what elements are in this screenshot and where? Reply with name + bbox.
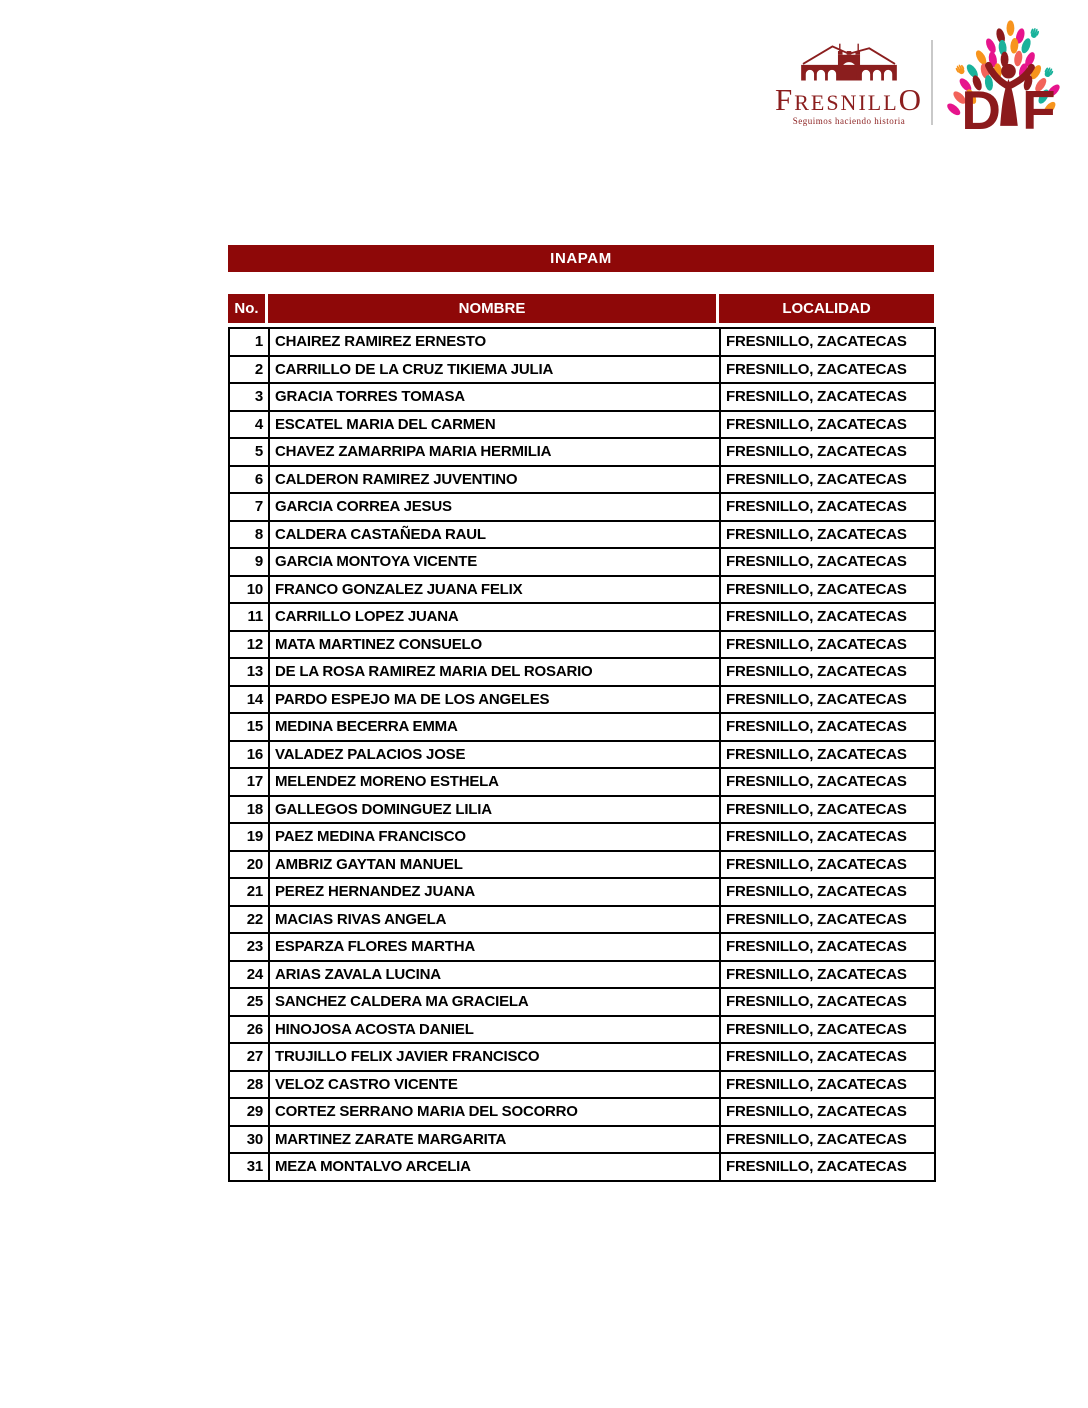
fresnillo-wordmark <box>768 82 930 117</box>
cell-localidad: FRESNILLO, ZACATECAS <box>720 1016 935 1044</box>
cell-nombre: MATA MARTINEZ CONSUELO <box>269 631 720 659</box>
cell-localidad: FRESNILLO, ZACATECAS <box>720 411 935 439</box>
cell-no: 24 <box>229 961 269 989</box>
table-data <box>228 327 936 1182</box>
cell-nombre: ARIAS ZAVALA LUCINA <box>269 961 720 989</box>
cell-nombre: MELENDEZ MORENO ESTHELA <box>269 768 720 796</box>
cell-no: 12 <box>229 631 269 659</box>
cell-localidad: FRESNILLO, ZACATECAS <box>720 493 935 521</box>
cell-localidad: FRESNILLO, ZACATECAS <box>720 961 935 989</box>
cell-no: 2 <box>229 356 269 384</box>
cell-localidad: FRESNILLO, ZACATECAS <box>720 741 935 769</box>
table-row <box>229 851 935 879</box>
cell-localidad: FRESNILLO, ZACATECAS <box>720 933 935 961</box>
cell-localidad: FRESNILLO, ZACATECAS <box>720 631 935 659</box>
logo-header <box>760 15 1080 145</box>
table-row <box>229 438 935 466</box>
column-header-nombre: NOMBRE <box>268 294 719 323</box>
table-row <box>229 768 935 796</box>
dif-hand-icon <box>954 63 966 76</box>
cell-localidad: FRESNILLO, ZACATECAS <box>720 988 935 1016</box>
cell-localidad: FRESNILLO, ZACATECAS <box>720 878 935 906</box>
cell-nombre: GRACIA TORRES TOMASA <box>269 383 720 411</box>
cell-nombre: ESCATEL MARIA DEL CARMEN <box>269 411 720 439</box>
cell-no: 5 <box>229 438 269 466</box>
cell-no: 21 <box>229 878 269 906</box>
cell-nombre: MARTINEZ ZARATE MARGARITA <box>269 1126 720 1154</box>
table-row <box>229 356 935 384</box>
cell-localidad: FRESNILLO, ZACATECAS <box>720 603 935 631</box>
cell-no: 8 <box>229 521 269 549</box>
cell-nombre: PEREZ HERNANDEZ JUANA <box>269 878 720 906</box>
cell-localidad: FRESNILLO, ZACATECAS <box>720 906 935 934</box>
dif-hand-icon <box>1043 66 1055 79</box>
cell-localidad: FRESNILLO, ZACATECAS <box>720 796 935 824</box>
table-row <box>229 1126 935 1154</box>
inapam-table <box>228 294 934 1182</box>
cell-nombre: PAEZ MEDINA FRANCISCO <box>269 823 720 851</box>
table-row <box>229 576 935 604</box>
cell-localidad: FRESNILLO, ZACATECAS <box>720 521 935 549</box>
table-row <box>229 328 935 356</box>
cell-nombre: ESPARZA FLORES MARTHA <box>269 933 720 961</box>
cell-nombre: MEDINA BECERRA EMMA <box>269 713 720 741</box>
fresnillo-tagline: Seguimos haciendo historia <box>792 116 906 126</box>
cell-nombre: CHAVEZ ZAMARRIPA MARIA HERMILIA <box>269 438 720 466</box>
cell-nombre: MEZA MONTALVO ARCELIA <box>269 1153 720 1181</box>
cell-localidad: FRESNILLO, ZACATECAS <box>720 1071 935 1099</box>
cell-localidad: FRESNILLO, ZACATECAS <box>720 686 935 714</box>
table-row <box>229 603 935 631</box>
dif-letter-d: D <box>961 78 1001 141</box>
dif-logo <box>942 15 1074 143</box>
cell-no: 11 <box>229 603 269 631</box>
cell-localidad: FRESNILLO, ZACATECAS <box>720 548 935 576</box>
column-header-no: No. <box>228 294 268 323</box>
cell-no: 4 <box>229 411 269 439</box>
cell-no: 19 <box>229 823 269 851</box>
cell-nombre: HINOJOSA ACOSTA DANIEL <box>269 1016 720 1044</box>
cell-localidad: FRESNILLO, ZACATECAS <box>720 438 935 466</box>
cell-no: 15 <box>229 713 269 741</box>
cell-no: 17 <box>229 768 269 796</box>
table-row <box>229 686 935 714</box>
cell-nombre: CALDERON RAMIREZ JUVENTINO <box>269 466 720 494</box>
table-row <box>229 658 935 686</box>
cell-no: 22 <box>229 906 269 934</box>
table-row <box>229 933 935 961</box>
cell-no: 30 <box>229 1126 269 1154</box>
fresnillo-wordmark-mid: RESNILL <box>794 90 899 115</box>
dif-hand-icon <box>1029 27 1040 39</box>
cell-localidad: FRESNILLO, ZACATECAS <box>720 383 935 411</box>
cell-localidad: FRESNILLO, ZACATECAS <box>720 768 935 796</box>
cell-nombre: MACIAS RIVAS ANGELA <box>269 906 720 934</box>
table-row <box>229 548 935 576</box>
cell-no: 1 <box>229 328 269 356</box>
cell-nombre: GARCIA MONTOYA VICENTE <box>269 548 720 576</box>
table-row <box>229 1153 935 1181</box>
cell-nombre: FRANCO GONZALEZ JUANA FELIX <box>269 576 720 604</box>
cell-nombre: CORTEZ SERRANO MARIA DEL SOCORRO <box>269 1098 720 1126</box>
cell-localidad: FRESNILLO, ZACATECAS <box>720 328 935 356</box>
cell-no: 26 <box>229 1016 269 1044</box>
cell-no: 27 <box>229 1043 269 1071</box>
table-row <box>229 713 935 741</box>
dif-letter-f: F <box>1022 78 1056 141</box>
cell-no: 20 <box>229 851 269 879</box>
cell-no: 7 <box>229 493 269 521</box>
fresnillo-logo <box>768 40 930 126</box>
cell-localidad: FRESNILLO, ZACATECAS <box>720 823 935 851</box>
cell-nombre: DE LA ROSA RAMIREZ MARIA DEL ROSARIO <box>269 658 720 686</box>
cell-localidad: FRESNILLO, ZACATECAS <box>720 658 935 686</box>
cell-no: 9 <box>229 548 269 576</box>
cell-localidad: FRESNILLO, ZACATECAS <box>720 466 935 494</box>
cell-no: 23 <box>229 933 269 961</box>
banner-title: INAPAM <box>550 250 612 267</box>
table-row <box>229 466 935 494</box>
inapam-banner <box>228 245 934 272</box>
cell-no: 10 <box>229 576 269 604</box>
cell-no: 18 <box>229 796 269 824</box>
table-row <box>229 383 935 411</box>
cell-nombre: SANCHEZ CALDERA MA GRACIELA <box>269 988 720 1016</box>
cell-nombre: CALDERA CASTAÑEDA RAUL <box>269 521 720 549</box>
table-body <box>229 328 935 1181</box>
cell-no: 31 <box>229 1153 269 1181</box>
cell-nombre: TRUJILLO FELIX JAVIER FRANCISCO <box>269 1043 720 1071</box>
cell-no: 14 <box>229 686 269 714</box>
cell-no: 3 <box>229 383 269 411</box>
cell-no: 29 <box>229 1098 269 1126</box>
table-row <box>229 411 935 439</box>
cell-no: 6 <box>229 466 269 494</box>
logo-divider <box>931 40 933 125</box>
cell-localidad: FRESNILLO, ZACATECAS <box>720 1126 935 1154</box>
cell-no: 28 <box>229 1071 269 1099</box>
cell-localidad: FRESNILLO, ZACATECAS <box>720 851 935 879</box>
cell-nombre: AMBRIZ GAYTAN MANUEL <box>269 851 720 879</box>
table-row <box>229 493 935 521</box>
cell-nombre: PARDO ESPEJO MA DE LOS ANGELES <box>269 686 720 714</box>
table-row <box>229 631 935 659</box>
cell-nombre: CHAIREZ RAMIREZ ERNESTO <box>269 328 720 356</box>
table-header-row <box>228 294 934 323</box>
cell-nombre: GARCIA CORREA JESUS <box>269 493 720 521</box>
fresnillo-wordmark-f: F <box>774 82 795 117</box>
table-row <box>229 906 935 934</box>
cell-localidad: FRESNILLO, ZACATECAS <box>720 576 935 604</box>
cell-localidad: FRESNILLO, ZACATECAS <box>720 1098 935 1126</box>
cell-localidad: FRESNILLO, ZACATECAS <box>720 713 935 741</box>
table-row <box>229 878 935 906</box>
cell-localidad: FRESNILLO, ZACATECAS <box>720 1153 935 1181</box>
table-row <box>229 1071 935 1099</box>
cell-nombre: VALADEZ PALACIOS JOSE <box>269 741 720 769</box>
column-header-localidad: LOCALIDAD <box>719 294 934 323</box>
cell-no: 16 <box>229 741 269 769</box>
cell-nombre: CARRILLO LOPEZ JUANA <box>269 603 720 631</box>
table-row <box>229 823 935 851</box>
cell-no: 13 <box>229 658 269 686</box>
table-row <box>229 961 935 989</box>
fresnillo-wordmark-o: O <box>898 82 924 117</box>
cell-nombre: VELOZ CASTRO VICENTE <box>269 1071 720 1099</box>
table-row <box>229 521 935 549</box>
fresnillo-building-icon <box>789 40 909 86</box>
table-row <box>229 988 935 1016</box>
table-row <box>229 741 935 769</box>
cell-localidad: FRESNILLO, ZACATECAS <box>720 1043 935 1071</box>
table-row <box>229 1043 935 1071</box>
table-row <box>229 796 935 824</box>
cell-nombre: CARRILLO DE LA CRUZ TIKIEMA JULIA <box>269 356 720 384</box>
cell-localidad: FRESNILLO, ZACATECAS <box>720 356 935 384</box>
cell-no: 25 <box>229 988 269 1016</box>
cell-nombre: GALLEGOS DOMINGUEZ LILIA <box>269 796 720 824</box>
table-row <box>229 1098 935 1126</box>
table-row <box>229 1016 935 1044</box>
